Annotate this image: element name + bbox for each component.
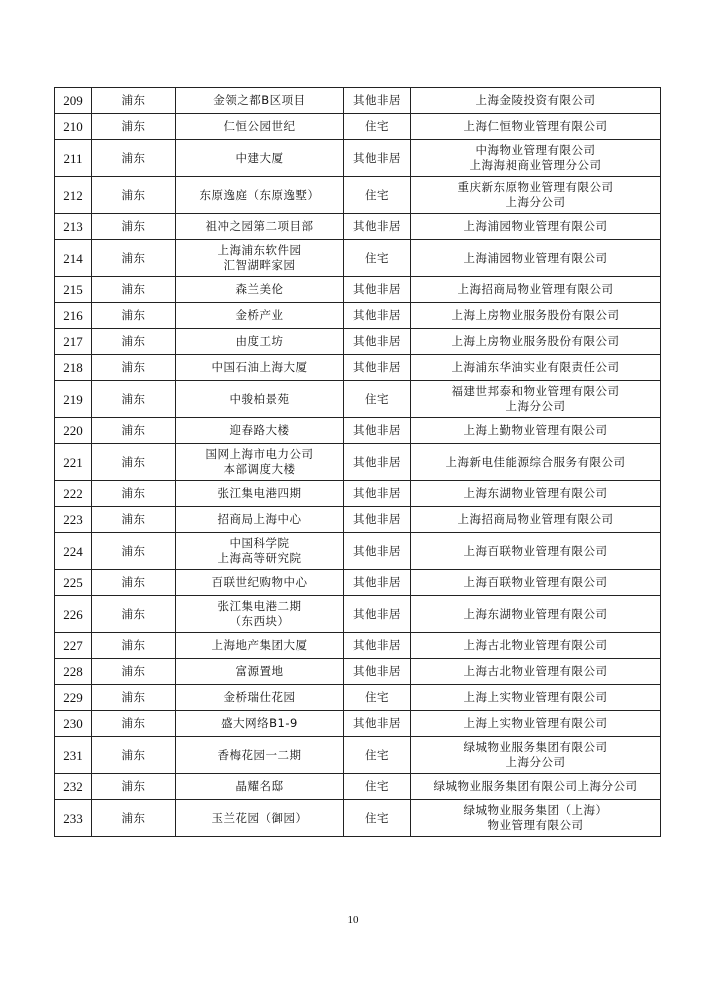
management-company-cell	[411, 533, 661, 570]
district-cell: 浦东	[92, 214, 176, 240]
district-cell: 浦东	[92, 570, 176, 596]
project-name-cell-line: 上海高等研究院	[217, 551, 302, 565]
table-row	[55, 88, 661, 114]
project-name-cell	[176, 240, 344, 277]
row-number-cell: 222	[55, 481, 92, 507]
row-number-cell: 219	[55, 381, 92, 418]
management-company-cell	[411, 214, 661, 240]
table-row	[55, 596, 661, 633]
property-type-cell: 其他非居	[344, 303, 411, 329]
project-name-cell-line: 森兰美伦	[235, 282, 284, 296]
table-row	[55, 481, 661, 507]
property-type-cell: 住宅	[344, 114, 411, 140]
project-name-cell	[176, 329, 344, 355]
management-company-cell-line: 上海上房物业服务股份有限公司	[451, 308, 620, 322]
table-row	[55, 444, 661, 481]
project-name-cell-line: 香梅花园一二期	[217, 747, 302, 762]
row-number-cell: 213	[55, 214, 92, 240]
district-cell: 浦东	[92, 533, 176, 570]
district-cell: 浦东	[92, 737, 176, 774]
management-company-cell	[411, 685, 661, 711]
table-row	[55, 774, 661, 800]
project-name-cell-line: 晶耀名邸	[235, 779, 284, 793]
property-type-cell: 其他非居	[344, 355, 411, 381]
row-number-cell: 225	[55, 570, 92, 596]
table-row	[55, 240, 661, 277]
management-company-cell-line: 福建世邦泰和物业管理有限公司	[451, 384, 620, 398]
property-type-cell: 其他非居	[344, 570, 411, 596]
property-type-cell: 住宅	[344, 177, 411, 214]
page-number: 10	[347, 914, 359, 926]
project-name-cell-line: 富源置地	[235, 664, 284, 678]
project-name-cell-line: 盛大网络B1-9	[221, 716, 298, 730]
row-number-cell: 232	[55, 774, 92, 800]
district-cell: 浦东	[92, 507, 176, 533]
row-number-cell: 217	[55, 329, 92, 355]
property-type-cell: 住宅	[344, 381, 411, 418]
row-number-cell: 229	[55, 685, 92, 711]
management-company-cell	[411, 177, 661, 214]
table-row	[55, 381, 661, 418]
project-name-cell	[176, 177, 344, 214]
property-type-cell: 其他非居	[344, 711, 411, 737]
project-name-cell	[176, 381, 344, 418]
management-company-cell-line: 上海东湖物业管理有限公司	[463, 606, 608, 621]
table-row	[55, 737, 661, 774]
property-type-cell: 其他非居	[344, 329, 411, 355]
district-cell: 浦东	[92, 711, 176, 737]
management-company-cell	[411, 570, 661, 596]
management-company-cell-line: 重庆新东原物业管理有限公司	[457, 180, 614, 194]
management-company-cell	[411, 418, 661, 444]
district-cell: 浦东	[92, 114, 176, 140]
project-name-cell-line: （东西块）	[229, 614, 290, 628]
table-row	[55, 418, 661, 444]
property-type-cell: 其他非居	[344, 140, 411, 177]
management-company-cell	[411, 659, 661, 685]
project-name-cell-line: 玉兰花园（御园）	[211, 810, 308, 825]
property-type-cell: 其他非居	[344, 481, 411, 507]
project-name-cell-line: 国网上海市电力公司	[205, 447, 314, 461]
property-type-cell: 其他非居	[344, 88, 411, 114]
property-type-cell: 住宅	[344, 685, 411, 711]
management-company-cell-line: 上海仁恒物业管理有限公司	[463, 119, 608, 133]
table-row	[55, 685, 661, 711]
project-name-cell	[176, 481, 344, 507]
project-name-cell-line: 东原逸庭（东原逸墅）	[199, 187, 320, 202]
project-name-cell	[176, 444, 344, 481]
table-row	[55, 214, 661, 240]
table-row	[55, 659, 661, 685]
table-row	[55, 303, 661, 329]
management-company-cell	[411, 140, 661, 177]
table-row	[55, 633, 661, 659]
district-cell: 浦东	[92, 277, 176, 303]
management-company-cell-line: 绿城物业服务集团有限公司	[463, 740, 608, 754]
project-name-cell-line: 汇智湖畔家园	[223, 258, 296, 272]
management-company-cell	[411, 507, 661, 533]
property-type-cell: 住宅	[344, 774, 411, 800]
management-company-cell-line: 上海金陵投资有限公司	[475, 93, 596, 107]
management-company-cell	[411, 303, 661, 329]
management-company-cell-line: 上海浦园物业管理有限公司	[463, 219, 608, 233]
management-company-cell	[411, 381, 661, 418]
row-number-cell: 218	[55, 355, 92, 381]
property-type-cell: 住宅	[344, 737, 411, 774]
management-company-cell-line: 绿城物业服务集团有限公司上海分公司	[433, 779, 638, 793]
district-cell: 浦东	[92, 444, 176, 481]
table-row	[55, 140, 661, 177]
table-row	[55, 277, 661, 303]
management-company-cell-line: 上海招商局物业管理有限公司	[457, 512, 614, 526]
management-company-cell	[411, 800, 661, 837]
management-company-cell	[411, 355, 661, 381]
project-name-cell	[176, 140, 344, 177]
management-company-cell-line: 上海上实物业管理有限公司	[463, 690, 608, 704]
row-number-cell: 227	[55, 633, 92, 659]
district-cell: 浦东	[92, 355, 176, 381]
table-row	[55, 177, 661, 214]
project-name-cell-line: 本部调度大楼	[223, 462, 296, 476]
project-name-cell-line: 中建大厦	[235, 150, 284, 165]
table-row	[55, 114, 661, 140]
property-type-cell: 住宅	[344, 240, 411, 277]
property-type-cell: 其他非居	[344, 214, 411, 240]
table-row	[55, 570, 661, 596]
property-type-cell: 其他非居	[344, 277, 411, 303]
project-name-cell	[176, 214, 344, 240]
project-name-cell-line: 由度工坊	[235, 334, 284, 348]
district-cell: 浦东	[92, 140, 176, 177]
project-name-cell	[176, 633, 344, 659]
management-company-cell	[411, 633, 661, 659]
management-company-cell	[411, 481, 661, 507]
row-number-cell: 211	[55, 140, 92, 177]
row-number-cell: 221	[55, 444, 92, 481]
district-cell: 浦东	[92, 88, 176, 114]
district-cell: 浦东	[92, 685, 176, 711]
project-name-cell	[176, 114, 344, 140]
district-cell: 浦东	[92, 177, 176, 214]
row-number-cell: 215	[55, 277, 92, 303]
management-company-cell-line: 物业管理有限公司	[487, 818, 584, 832]
management-company-cell	[411, 774, 661, 800]
management-company-cell	[411, 329, 661, 355]
row-number-cell: 231	[55, 737, 92, 774]
management-company-cell-line: 上海分公司	[505, 755, 566, 769]
district-cell: 浦东	[92, 659, 176, 685]
project-name-cell	[176, 774, 344, 800]
property-table-body	[55, 88, 661, 837]
district-cell: 浦东	[92, 240, 176, 277]
management-company-cell-line: 上海上实物业管理有限公司	[463, 716, 608, 730]
table-row	[55, 800, 661, 837]
management-company-cell-line: 上海海昶商业管理分公司	[469, 158, 602, 172]
project-name-cell-line: 上海浦东软件园	[217, 243, 302, 257]
management-company-cell-line: 绿城物业服务集团（上海）	[463, 803, 608, 817]
property-type-cell: 其他非居	[344, 507, 411, 533]
management-company-cell-line: 上海分公司	[505, 399, 566, 413]
management-company-cell-line: 中海物业管理有限公司	[475, 143, 596, 157]
row-number-cell: 223	[55, 507, 92, 533]
management-company-cell	[411, 711, 661, 737]
property-type-cell: 住宅	[344, 800, 411, 837]
project-name-cell-line: 中国科学院	[229, 536, 290, 550]
management-company-cell-line: 上海上勤物业管理有限公司	[463, 423, 608, 437]
district-cell: 浦东	[92, 596, 176, 633]
table-row	[55, 507, 661, 533]
project-name-cell	[176, 596, 344, 633]
management-company-cell-line: 上海古北物业管理有限公司	[463, 664, 608, 678]
project-name-cell	[176, 88, 344, 114]
project-name-cell-line: 金桥产业	[235, 308, 284, 322]
project-name-cell-line: 仁恒公园世纪	[223, 119, 296, 133]
project-name-cell-line: 金领之都B区项目	[213, 93, 306, 107]
project-name-cell	[176, 418, 344, 444]
table-row	[55, 329, 661, 355]
property-type-cell: 其他非居	[344, 418, 411, 444]
property-type-cell: 其他非居	[344, 444, 411, 481]
district-cell: 浦东	[92, 633, 176, 659]
row-number-cell: 233	[55, 800, 92, 837]
project-name-cell	[176, 507, 344, 533]
district-cell: 浦东	[92, 303, 176, 329]
table-row	[55, 355, 661, 381]
project-name-cell-line: 百联世纪购物中心	[211, 575, 308, 589]
property-type-cell: 其他非居	[344, 659, 411, 685]
project-name-cell	[176, 711, 344, 737]
project-name-cell-line: 中国石油上海大厦	[211, 360, 308, 374]
property-type-cell: 其他非居	[344, 533, 411, 570]
district-cell: 浦东	[92, 329, 176, 355]
management-company-cell	[411, 444, 661, 481]
project-name-cell	[176, 570, 344, 596]
project-name-cell	[176, 355, 344, 381]
table-row	[55, 533, 661, 570]
row-number-cell: 212	[55, 177, 92, 214]
project-name-cell-line: 上海地产集团大厦	[211, 638, 308, 652]
management-company-cell-line: 上海古北物业管理有限公司	[463, 638, 608, 652]
project-name-cell-line: 招商局上海中心	[217, 512, 302, 526]
management-company-cell-line: 上海分公司	[505, 195, 566, 209]
row-number-cell: 230	[55, 711, 92, 737]
management-company-cell-line: 上海百联物业管理有限公司	[463, 575, 608, 589]
project-name-cell-line: 中骏柏景苑	[229, 391, 290, 406]
district-cell: 浦东	[92, 800, 176, 837]
project-name-cell	[176, 659, 344, 685]
district-cell: 浦东	[92, 774, 176, 800]
management-company-cell-line: 上海浦园物业管理有限公司	[463, 250, 608, 265]
row-number-cell: 216	[55, 303, 92, 329]
district-cell: 浦东	[92, 418, 176, 444]
management-company-cell	[411, 88, 661, 114]
project-name-cell-line: 金桥瑞仕花园	[223, 690, 296, 704]
row-number-cell: 210	[55, 114, 92, 140]
property-type-cell: 其他非居	[344, 633, 411, 659]
management-company-cell-line: 上海浦东华油实业有限责任公司	[451, 360, 620, 374]
row-number-cell: 224	[55, 533, 92, 570]
row-number-cell: 214	[55, 240, 92, 277]
row-number-cell: 226	[55, 596, 92, 633]
property-type-cell: 其他非居	[344, 596, 411, 633]
project-name-cell	[176, 533, 344, 570]
management-company-cell-line: 上海东湖物业管理有限公司	[463, 486, 608, 500]
management-company-cell	[411, 277, 661, 303]
project-name-cell	[176, 277, 344, 303]
management-company-cell	[411, 114, 661, 140]
management-company-cell-line: 上海百联物业管理有限公司	[463, 543, 608, 558]
project-name-cell	[176, 737, 344, 774]
project-name-cell-line: 张江集电港二期	[217, 599, 302, 613]
property-table	[54, 87, 661, 837]
project-name-cell	[176, 303, 344, 329]
project-name-cell-line: 祖冲之园第二项目部	[205, 219, 314, 233]
management-company-cell	[411, 240, 661, 277]
management-company-cell-line: 上海上房物业服务股份有限公司	[451, 334, 620, 348]
project-name-cell	[176, 685, 344, 711]
table-row	[55, 711, 661, 737]
project-name-cell	[176, 800, 344, 837]
row-number-cell: 220	[55, 418, 92, 444]
management-company-cell-line: 上海新电佳能源综合服务有限公司	[445, 454, 626, 469]
project-name-cell-line: 迎春路大楼	[229, 423, 290, 437]
row-number-cell: 228	[55, 659, 92, 685]
management-company-cell	[411, 737, 661, 774]
district-cell: 浦东	[92, 381, 176, 418]
management-company-cell	[411, 596, 661, 633]
management-company-cell-line: 上海招商局物业管理有限公司	[457, 282, 614, 296]
district-cell: 浦东	[92, 481, 176, 507]
row-number-cell: 209	[55, 88, 92, 114]
project-name-cell-line: 张江集电港四期	[217, 486, 302, 500]
